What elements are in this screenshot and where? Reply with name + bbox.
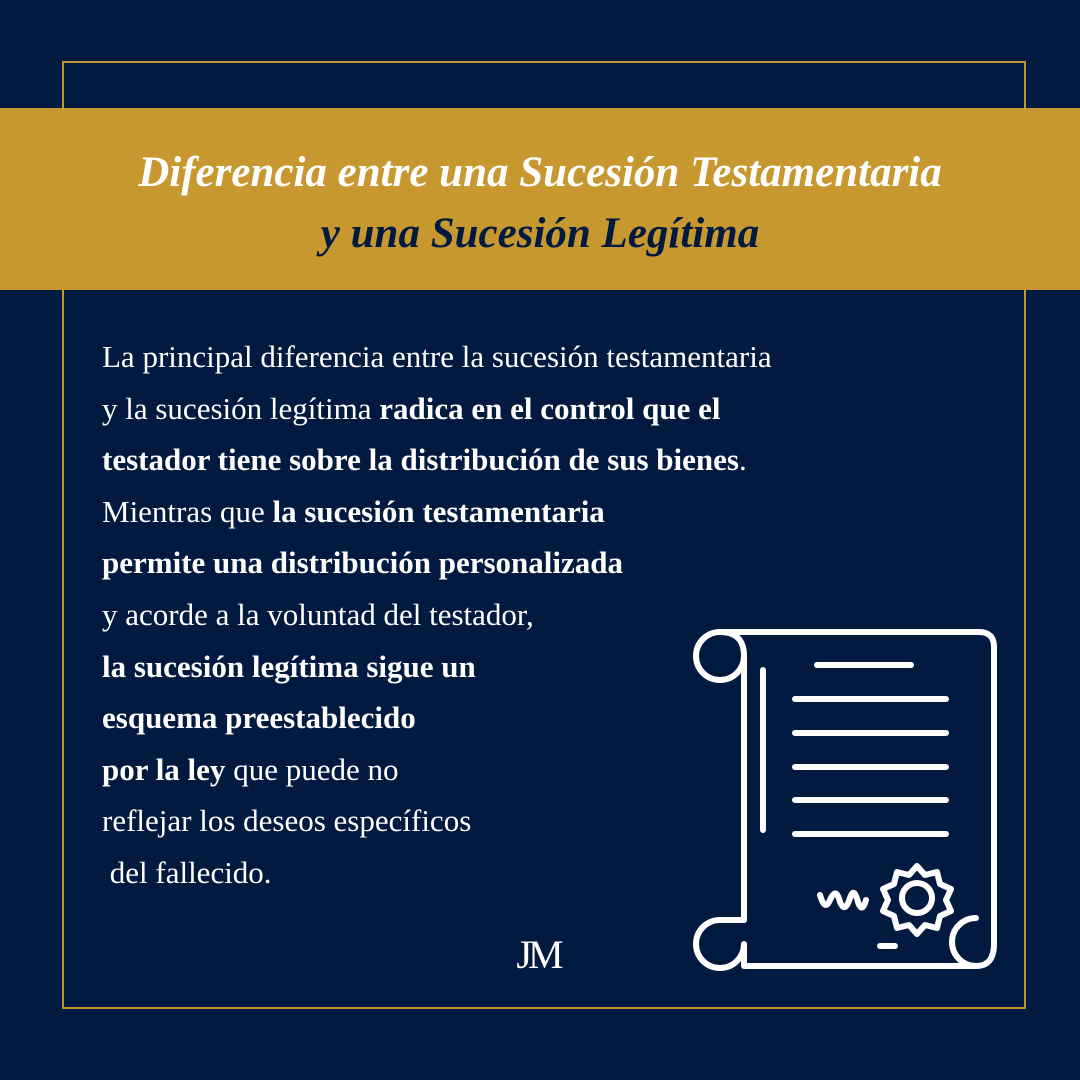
body-text-segment: Mientras que <box>102 493 273 529</box>
body-bold-segment: por la ley <box>102 751 226 787</box>
body-text-segment: reflejar los deseos específicos <box>102 803 472 839</box>
body-bold-segment: la sucesión legítima sigue un <box>102 648 476 684</box>
body-text-segment: y la sucesión legítima <box>102 390 380 426</box>
body-text-segment: . <box>738 442 747 478</box>
body-bold-segment: testador tiene sobre la distribución de sus bienes <box>102 442 739 478</box>
body-bold-segment: esquema preestablecido <box>102 700 416 736</box>
body-bold-segment: permite una distribución personalizada <box>102 545 624 581</box>
body-bold-segment: la sucesión testamentaria <box>272 493 605 529</box>
body-text-segment: que puede no <box>225 751 399 787</box>
body-text-segment: La principal diferencia entre la sucesión testamentaria <box>102 339 772 374</box>
body-line-1 <box>102 331 982 383</box>
body-line-4 <box>102 486 982 538</box>
jm-logo <box>509 930 567 982</box>
body-text-segment: del fallecido. <box>102 854 272 890</box>
body-line-5 <box>102 537 982 589</box>
title-line-2: y una Sucesión Legítima <box>320 210 760 257</box>
body-bold-segment: radica en el control que el <box>379 390 721 426</box>
title-banner <box>0 108 1080 290</box>
body-text-segment: y acorde a la voluntad del testador, <box>102 596 534 632</box>
body-line-3 <box>102 434 982 486</box>
title-line-1: Diferencia entre una Sucesión Testamentaria <box>138 149 942 196</box>
body-line-2 <box>102 383 982 435</box>
logo-monogram: JM <box>516 932 560 977</box>
certificate-scroll-icon <box>688 622 1004 974</box>
